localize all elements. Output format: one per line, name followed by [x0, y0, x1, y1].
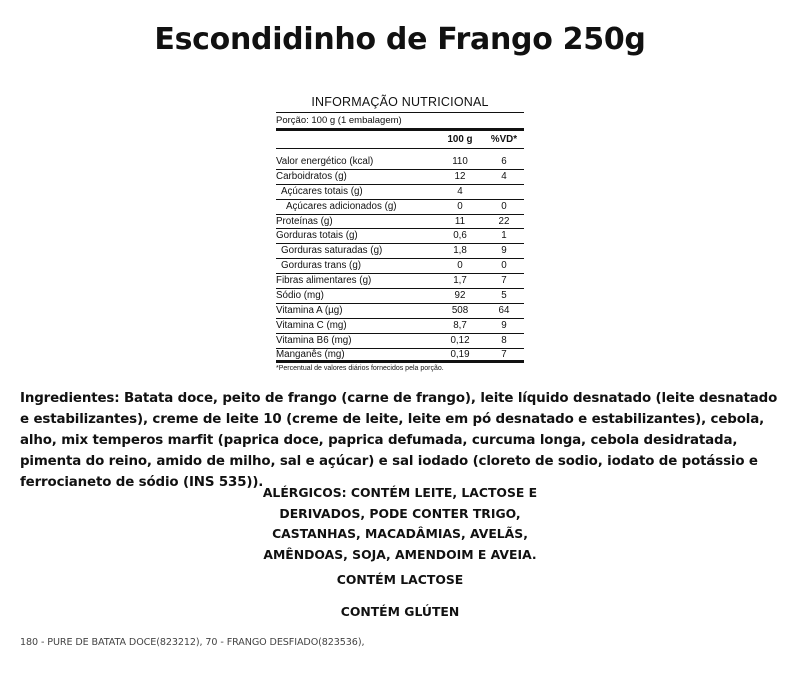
nutrient-amount: 110 [452, 155, 468, 167]
nutrient-amount: 0,12 [450, 334, 470, 346]
nutrition-header-vd: %VD* [490, 133, 518, 145]
nutrition-row [276, 200, 524, 215]
nutrient-amount: 0,6 [453, 230, 467, 242]
ingredients-text: Ingredientes: Batata doce, peito de frango (carne de frango), leite líquido desnatado (leite desnatado e estabilizantes), creme de leite 10 (creme de leite, leite em pó desnatado e estabilizantes), cebola, alho, mix temperos marfit (paprica doce, paprica defumada, curcuma longa, cebola desidratada, pimenta do reino, amido de milho, sal e açúcar) e sal iodado (cloreto de sodio, iodato de potássio e ferrocianeto de sódio (INS 535)). [20, 391, 778, 490]
nutrient-name: Manganês (mg) [276, 348, 345, 360]
nutrition-header-row [276, 131, 524, 149]
allergens-line: CASTANHAS, MACADÂMIAS, AVELÃS, [272, 526, 528, 541]
contains-gluten: CONTÉM GLÚTEN [340, 604, 460, 619]
nutrient-vd: 5 [501, 289, 507, 301]
nutrition-heading: INFORMAÇÃO NUTRICIONAL [311, 95, 489, 109]
nutrition-portion: Porção: 100 g (1 embalagem) [276, 112, 524, 131]
nutrient-name: Gorduras trans (g) [281, 260, 362, 272]
contains-lactose: CONTÉM LACTOSE [336, 572, 464, 587]
nutrition-row [276, 304, 524, 319]
composition-line: 180 - PURE DE BATATA DOCE(823212), 70 - FRANGO DESFIADO(823536), [20, 637, 365, 648]
nutrition-row [276, 229, 524, 244]
nutrient-amount: 11 [454, 215, 466, 227]
nutrient-name: Sódio (mg) [276, 289, 324, 301]
nutrition-facts-table [276, 95, 524, 372]
nutrient-vd: 0 [501, 200, 507, 212]
nutrition-row [276, 334, 524, 349]
nutrient-name: Proteínas (g) [276, 215, 333, 227]
nutrient-name: Gorduras totais (g) [276, 230, 358, 242]
nutrient-amount: 0 [457, 200, 463, 212]
nutrient-name: Açúcares adicionados (g) [286, 200, 397, 212]
nutrient-name: Vitamina C (mg) [276, 319, 347, 331]
nutrient-vd: 4 [501, 170, 507, 182]
nutrition-row [276, 215, 524, 230]
nutrient-amount: 508 [451, 304, 469, 316]
allergens-line: DERIVADOS, PODE CONTER TRIGO, [279, 505, 521, 521]
nutrient-amount: 92 [454, 289, 466, 301]
nutrition-row [276, 274, 524, 289]
nutrient-vd: 1 [501, 230, 507, 242]
nutrition-row [276, 259, 524, 274]
nutrient-vd: 22 [498, 215, 510, 227]
allergens-line: ALÉRGICOS: CONTÉM LEITE, LACTOSE E [262, 485, 538, 500]
nutrient-vd: 9 [501, 245, 507, 257]
nutrition-row [276, 319, 524, 334]
nutrition-row [276, 170, 524, 185]
nutrient-vd: 7 [501, 348, 507, 360]
nutrient-name: Açúcares totais (g) [281, 185, 363, 197]
nutrient-amount: 1,7 [453, 275, 467, 287]
nutrient-vd: 6 [501, 155, 507, 167]
nutrition-row [276, 244, 524, 259]
nutrition-footnote: *Percentual de valores diários fornecidos pela porção. [276, 365, 444, 373]
nutrition-header-amount: 100 g [447, 133, 473, 145]
nutrient-vd: 7 [501, 275, 507, 287]
nutrient-amount: 0,19 [450, 348, 470, 360]
nutrient-name: Carboidratos (g) [276, 170, 347, 182]
nutrient-name: Gorduras saturadas (g) [281, 245, 383, 257]
nutrient-amount: 1,8 [453, 245, 467, 257]
nutrient-name: Vitamina A (µg) [276, 304, 343, 316]
nutrient-name: Vitamina B6 (mg) [276, 334, 352, 346]
nutrition-row [276, 289, 524, 304]
nutrient-vd: 8 [501, 334, 507, 346]
nutrient-amount: 0 [457, 260, 463, 272]
nutrient-name: Valor energético (kcal) [276, 155, 374, 167]
nutrient-vd: 0 [501, 260, 507, 272]
nutrition-row [276, 155, 524, 170]
allergens-line: AMÊNDOAS, SOJA, AMENDOIM E AVEIA. [263, 546, 537, 562]
nutrient-amount: 4 [457, 185, 463, 197]
nutrition-row [276, 349, 524, 364]
nutrient-amount: 12 [454, 170, 466, 182]
nutrient-amount: 8,7 [453, 319, 467, 331]
nutrition-row [276, 185, 524, 200]
nutrient-vd: 64 [498, 304, 510, 316]
nutrient-vd: 9 [501, 319, 507, 331]
nutrient-name: Fibras alimentares (g) [276, 275, 372, 287]
product-title: Escondidinho de Frango 250g [154, 22, 646, 57]
allergens-block [0, 483, 800, 565]
